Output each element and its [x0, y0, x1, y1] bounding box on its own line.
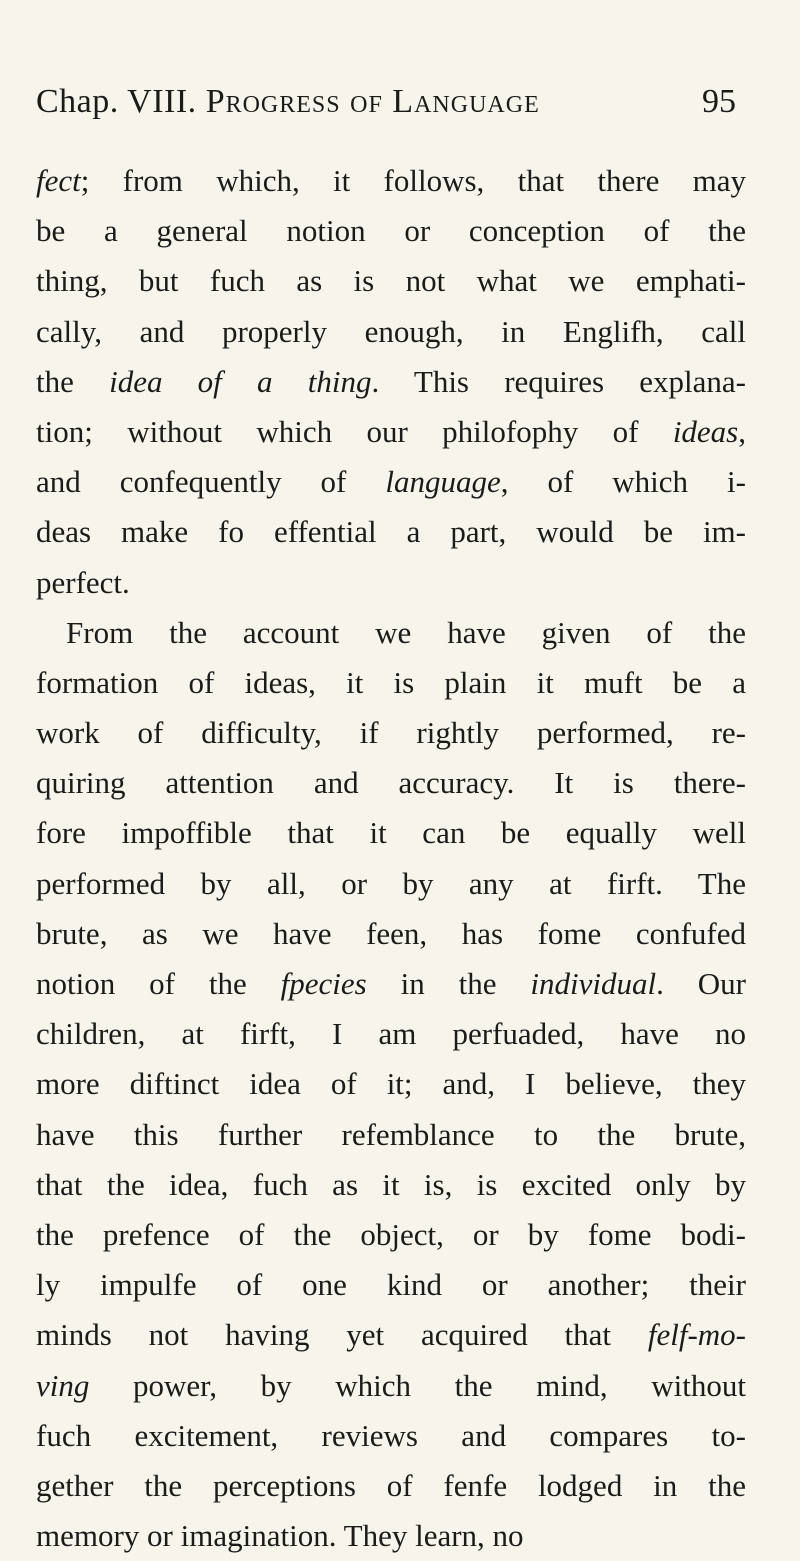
text-line — [36, 507, 746, 557]
body-text — [36, 156, 746, 1561]
page-number: 95 — [702, 83, 736, 120]
text-run: the prefence of the object, or by fome bodi- — [36, 1216, 746, 1252]
text-run: ly impulfe of one kind or another; their — [36, 1267, 746, 1303]
italic-text: idea of a thing — [109, 363, 372, 399]
text-line — [36, 407, 746, 457]
text-run: in the — [366, 966, 531, 1001]
text-run: performed by all, or by any at firft. The — [36, 865, 746, 901]
text-run: notion of the — [36, 966, 281, 1001]
italic-text: fect — [36, 163, 81, 198]
text-line — [36, 808, 746, 858]
text-run: have this further refemblance to the brute, — [36, 1116, 746, 1152]
italic-text: ving — [36, 1367, 90, 1403]
text-line — [36, 1059, 746, 1109]
text-run: be a general notion or conception of the — [36, 213, 746, 249]
text-run: formation of ideas, it is plain it muft be a — [36, 664, 746, 700]
text-line — [36, 1511, 746, 1561]
text-run: children, at firft, I am perfuaded, have no — [36, 1016, 746, 1052]
text-run: thing, but fuch as is not what we emphati- — [36, 263, 746, 299]
running-header — [36, 82, 736, 122]
text-line — [36, 1461, 746, 1511]
text-line — [36, 1160, 746, 1210]
text-line — [36, 307, 746, 357]
text-line — [36, 909, 746, 959]
text-run: cally, and properly enough, in Englifh, call — [36, 313, 746, 349]
text-run: , of which i- — [500, 464, 746, 500]
text-line — [36, 156, 746, 206]
italic-text: felf-mo- — [647, 1317, 746, 1353]
text-run: tion; without which our philofophy of — [36, 413, 673, 449]
text-line — [36, 859, 746, 909]
text-line — [36, 256, 746, 306]
chapter-label: Chap. VIII. — [36, 83, 197, 120]
text-run: From the account we have given of the — [66, 614, 746, 650]
text-line — [36, 1361, 746, 1411]
text-line — [36, 1411, 746, 1461]
text-line — [36, 457, 746, 507]
text-run: that the idea, fuch as it is, is excited only by — [36, 1166, 746, 1202]
text-run: . Our — [656, 966, 747, 1001]
text-line — [36, 658, 746, 708]
text-run: perfect. — [36, 564, 130, 600]
text-line — [36, 708, 746, 758]
text-line — [36, 1110, 746, 1160]
text-line — [36, 1009, 746, 1059]
text-run: gether the perceptions of fenfe lodged in the — [36, 1467, 746, 1503]
text-line — [36, 206, 746, 256]
text-line — [36, 608, 746, 658]
italic-text: ideas — [672, 413, 739, 449]
italic-text: fpecies — [280, 966, 367, 1001]
chapter-title: Progress of Language — [205, 83, 540, 120]
text-line — [36, 959, 746, 1009]
text-run: memory or imagination. They learn, no — [36, 1518, 524, 1554]
running-title — [36, 82, 540, 122]
text-run: . This requires explana- — [371, 363, 746, 399]
text-line — [36, 1260, 746, 1310]
text-run: power, by which the mind, without — [89, 1367, 746, 1403]
italic-text: individual — [530, 966, 657, 1001]
text-run: the — [36, 363, 110, 399]
text-line — [36, 558, 746, 608]
text-run: fore impoffible that it can be equally well — [36, 815, 746, 851]
text-line — [36, 1310, 746, 1360]
text-line — [36, 1210, 746, 1260]
text-run: , — [738, 413, 746, 449]
text-run: ; from which, it follows, that there may — [80, 163, 746, 198]
text-run: work of difficulty, if rightly performed, re- — [36, 715, 746, 751]
text-line — [36, 357, 746, 407]
text-run: fuch excitement, reviews and compares to- — [36, 1417, 746, 1453]
text-run: minds not having yet acquired that — [36, 1317, 648, 1353]
text-run: quiring attention and accuracy. It is there- — [36, 765, 746, 801]
italic-text: language — [385, 464, 501, 500]
text-run: deas make fo effential a part, would be im- — [36, 514, 746, 550]
text-run: and confequently of — [36, 464, 386, 500]
text-run: more diftinct idea of it; and, I believe, they — [36, 1066, 746, 1102]
text-line — [36, 758, 746, 808]
text-run: brute, as we have feen, has fome confufed — [36, 915, 746, 951]
